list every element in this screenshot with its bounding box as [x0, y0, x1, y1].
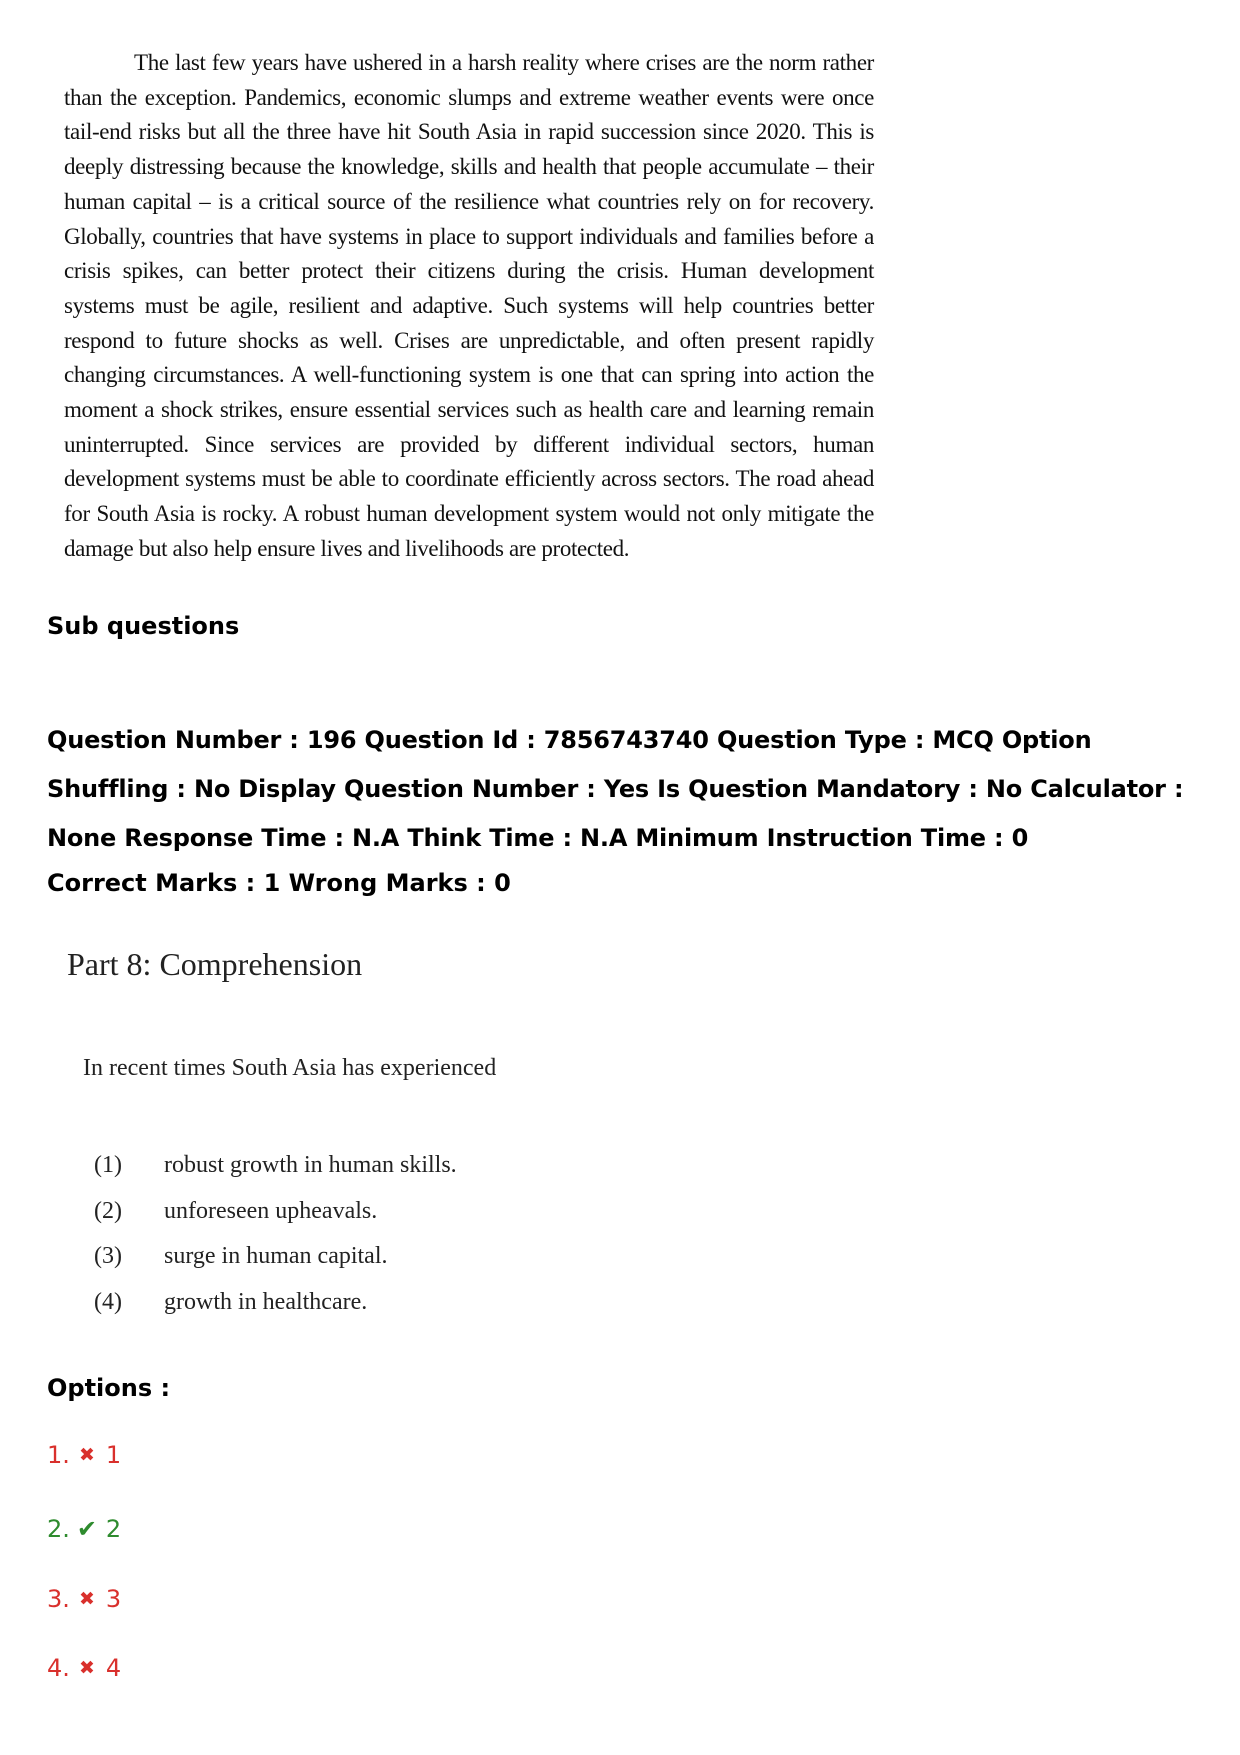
option-2	[47, 1515, 121, 1543]
choice-item	[94, 1189, 457, 1235]
option-value: 3	[105, 1585, 122, 1613]
choice-number: (3)	[94, 1243, 122, 1270]
option-value: 2	[105, 1515, 122, 1543]
answer-choices	[94, 1143, 457, 1325]
comprehension-passage	[64, 46, 874, 567]
cross-icon: ✖	[78, 1657, 95, 1679]
choice-text: surge in human capital.	[164, 1243, 388, 1270]
question-stem: In recent times South Asia has experienced	[83, 1055, 497, 1081]
option-4	[47, 1654, 121, 1682]
options-heading: Options :	[47, 1374, 171, 1402]
option-index: 3.	[47, 1585, 70, 1613]
cross-icon: ✖	[78, 1588, 95, 1610]
choice-number: (4)	[94, 1288, 122, 1315]
check-icon: ✔	[76, 1515, 97, 1543]
option-index: 1.	[47, 1441, 70, 1469]
choice-item	[94, 1234, 457, 1280]
part-title: Part 8: Comprehension	[67, 946, 363, 982]
option-index: 2.	[47, 1515, 70, 1543]
choice-number: (2)	[94, 1197, 122, 1224]
option-value: 4	[105, 1654, 122, 1682]
question-meta: Question Number : 196 Question Id : 7856743740 Question Type : MCQ Option Shuffling : No Display Question Number : Yes Is Question Mandatory : No Calculator : None Response Time : N.A Think Time : N.A Minimum Instruction Time : 0	[47, 726, 1184, 852]
marks-info: Correct Marks : 1 Wrong Marks : 0	[47, 869, 511, 897]
cross-icon: ✖	[78, 1444, 95, 1466]
option-value: 1	[105, 1441, 122, 1469]
choice-text: growth in healthcare.	[164, 1288, 368, 1315]
choice-number: (1)	[94, 1152, 122, 1179]
option-index: 4.	[47, 1654, 70, 1682]
choice-text: unforeseen upheavals.	[164, 1197, 378, 1224]
choice-item	[94, 1280, 457, 1326]
choice-item	[94, 1143, 457, 1189]
choice-text: robust growth in human skills.	[164, 1152, 457, 1179]
sub-questions-heading: Sub questions	[47, 612, 240, 640]
passage-text: The last few years have ushered in a harsh reality where crises are the norm rather than the exception. Pandemics, economic slumps and extreme weather events were once tail-end risks but all the three have hit South Asia in rapid succession since 2020. This is deeply distressing because the knowledge, skills and health that people accumulate – their human capital – is a critical source of the resilience what countries rely on for recovery. Globally, countries that have systems in place to support individuals and families before a crisis spikes, can better protect their citizens during the crisis. Human development systems must be agile, resilient and adaptive. Such systems will help countries better respond to future shocks as well. Crises are unpredictable, and often present rapidly changing circumstances. A well-functioning system is one that can spring into action the moment a shock strikes, ensure essential services such as health care and learning remain uninterrupted. Since services are provided by different individual sectors, human development systems must be able to coordinate efficiently across sectors. The road ahead for South Asia is rocky. A robust human development system would not only mitigate the damage but also help ensure lives and livelihoods are protected.	[64, 50, 874, 561]
option-3	[47, 1585, 121, 1613]
option-1	[47, 1441, 121, 1469]
